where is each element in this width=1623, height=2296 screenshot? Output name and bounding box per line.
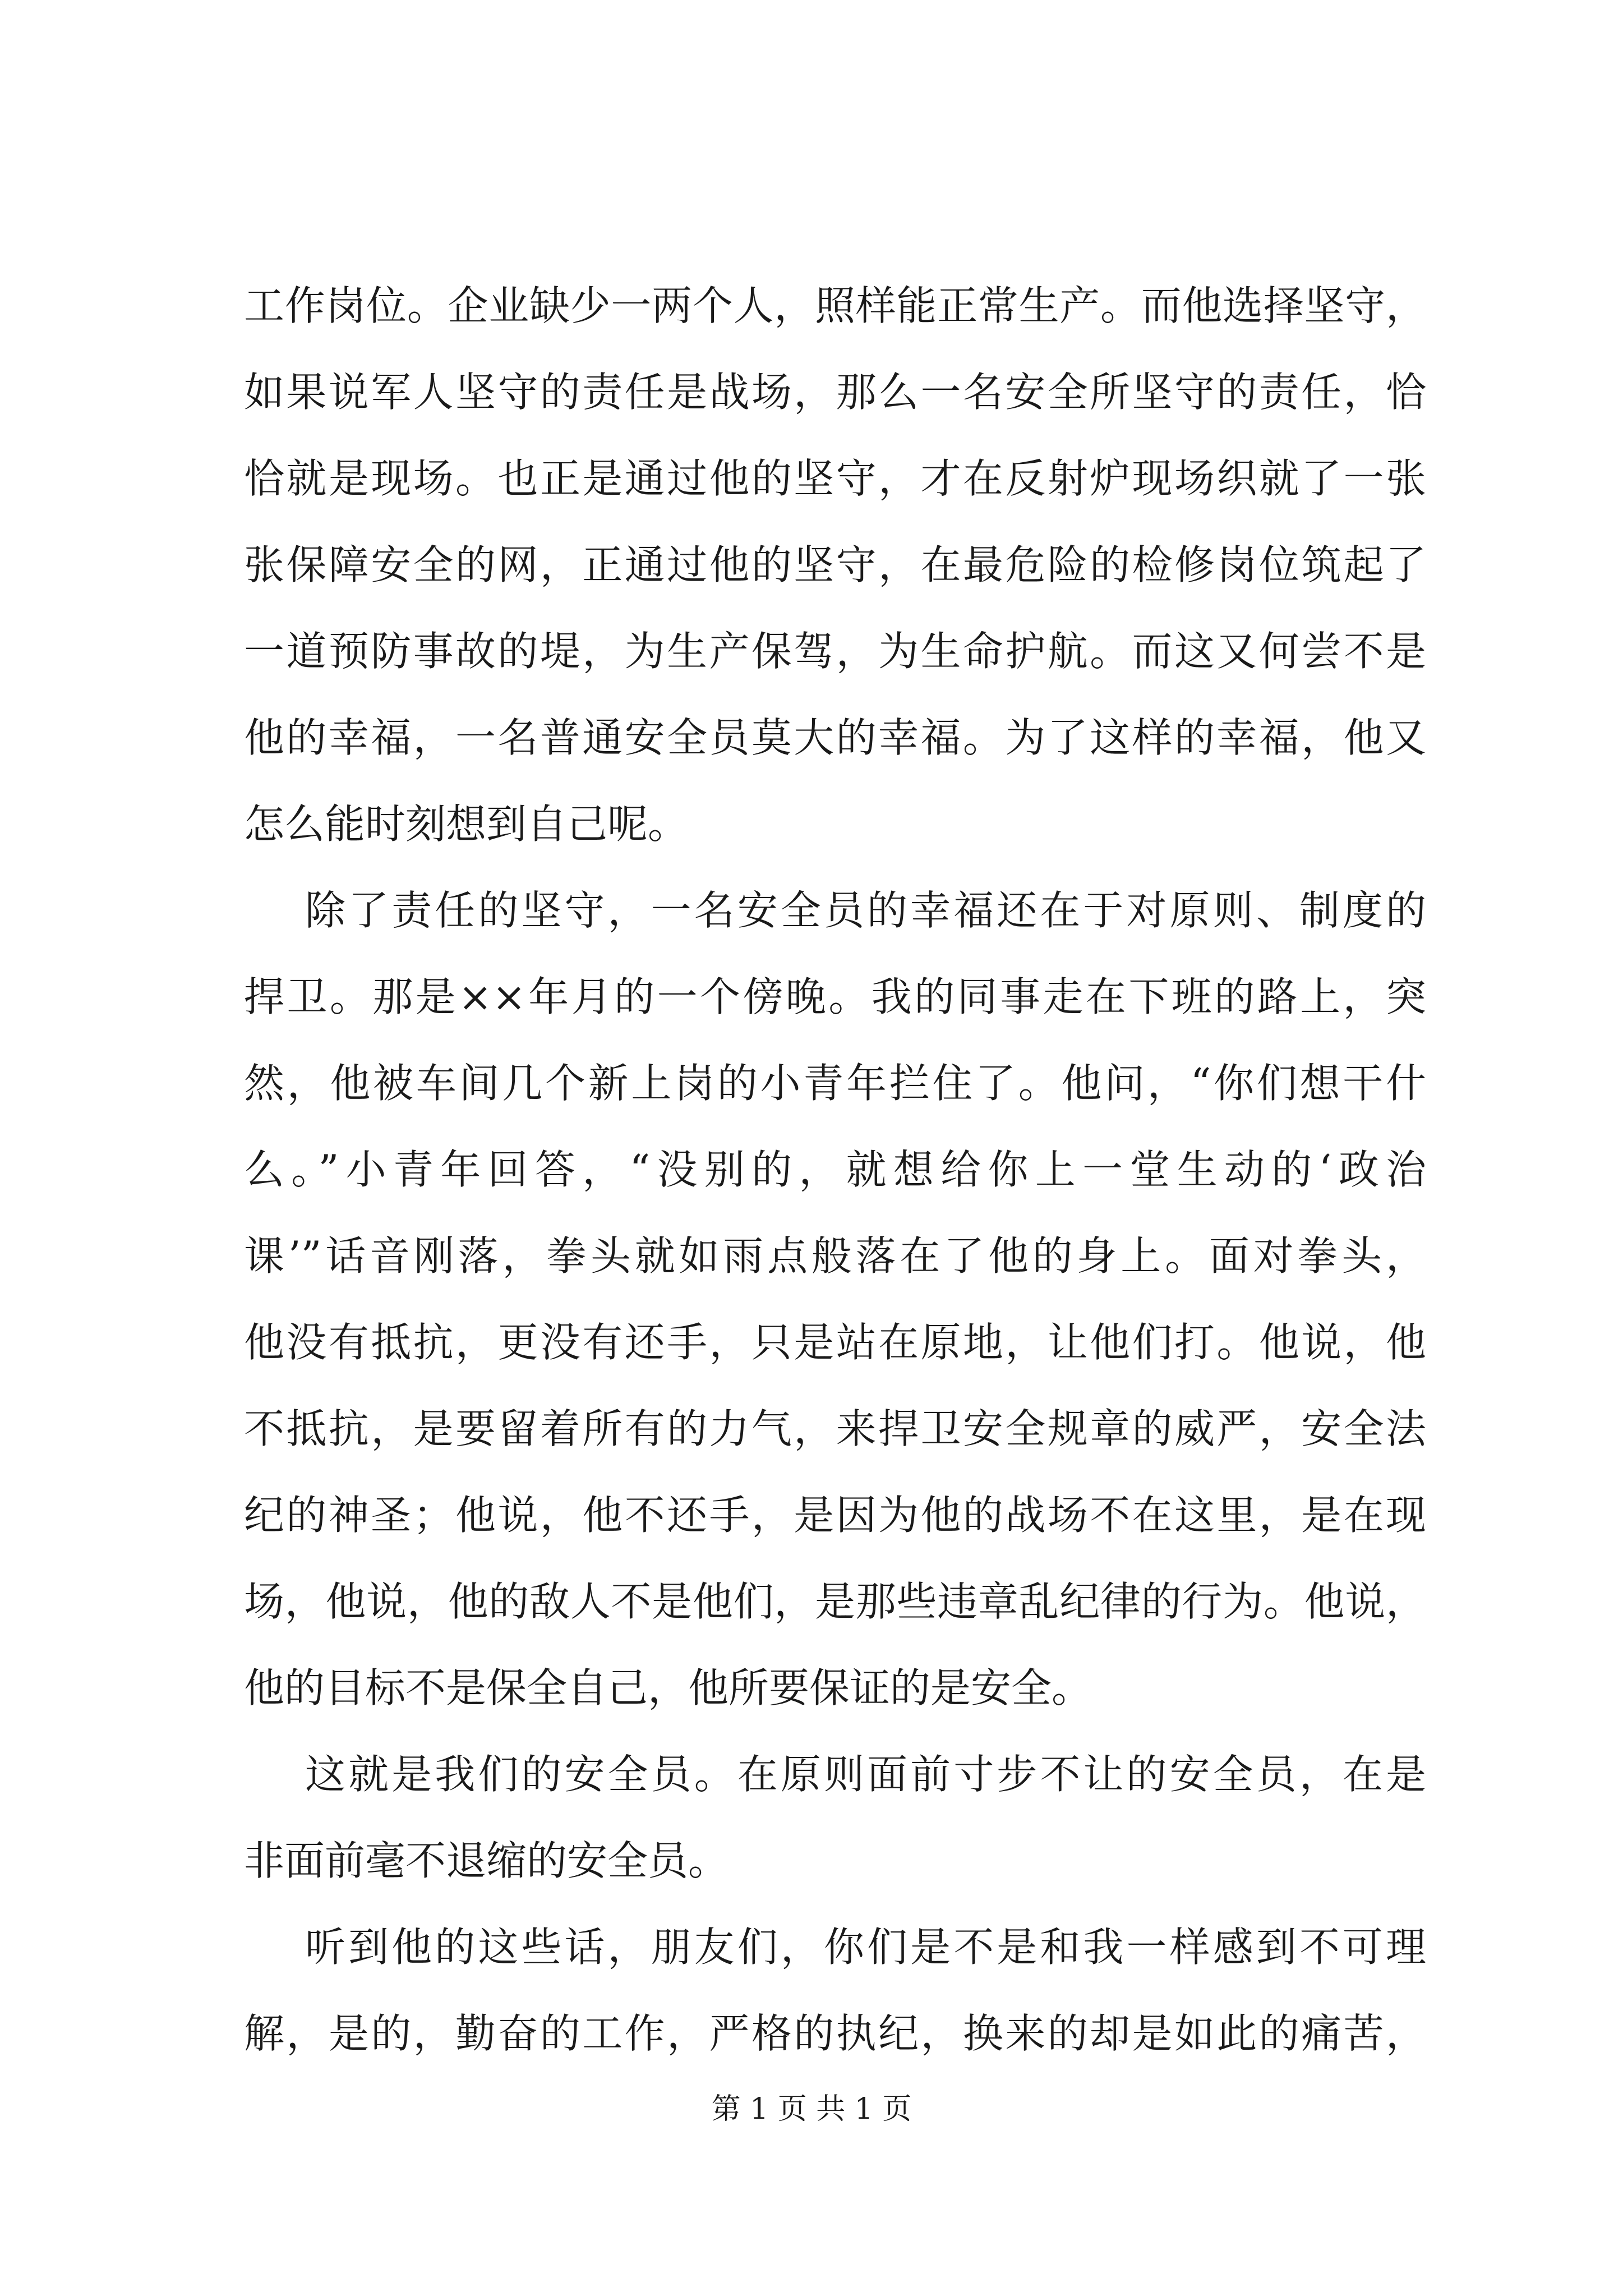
text-line: 他没有抵抗，更没有还手，只是站在原地，让他们打。他说，他 (244, 1319, 1426, 1366)
text-line: 工作岗位。企业缺少一两个人，照样能正常生产。而他选择坚守， (244, 282, 1426, 329)
text-line: 么。”小青年回答，“没别的，就想给你上一堂生动的‘政治 (244, 1146, 1426, 1193)
paragraph-first-line: 听到他的这些话，朋友们，你们是不是和我一样感到不可理 (305, 1924, 1426, 1971)
text-line: 非面前毫不退缩的安全员。 (244, 1837, 729, 1884)
text-line: 恰就是现场。也正是通过他的坚守，才在反射炉现场织就了一张 (244, 455, 1426, 502)
text-line: 他的幸福，一名普通安全员莫大的幸福。为了这样的幸福，他又 (244, 714, 1426, 761)
text-line: 他的目标不是保全自己，他所要保证的是安全。 (244, 1664, 1092, 1711)
text-line: 张保障安全的网，正通过他的坚守，在最危险的检修岗位筑起了 (244, 541, 1426, 588)
text-line: 解，是的，勤奋的工作，严格的执纪，换来的却是如此的痛苦， (244, 2010, 1426, 2057)
text-line: 捍卫。那是××年月的一个傍晚。我的同事走在下班的路上，突 (244, 973, 1426, 1020)
text-line: 然，他被车间几个新上岗的小青年拦住了。他问，“你们想干什 (244, 1060, 1426, 1107)
text-line: 如果说军人坚守的责任是战场，那么一名安全所坚守的责任，恰 (244, 369, 1426, 416)
text-line: 不抵抗，是要留着所有的力气，来捍卫安全规章的威严，安全法 (244, 1405, 1426, 1452)
text-line: 纪的神圣；他说，他不还手，是因为他的战场不在这里，是在现 (244, 1492, 1426, 1539)
paragraph-first-line: 除了责任的坚守，一名安全员的幸福还在于对原则、制度的 (305, 887, 1426, 934)
text-line: 场，他说，他的敌人不是他们，是那些违章乱纪律的行为。他说， (244, 1578, 1426, 1625)
page-footer: 第 1 页 共 1 页 (711, 2092, 912, 2126)
text-line: 课’”话音刚落，拳头就如雨点般落在了他的身上。面对拳头， (244, 1232, 1426, 1280)
paragraph-first-line: 这就是我们的安全员。在原则面前寸步不让的安全员，在是 (305, 1751, 1426, 1798)
text-line: 一道预防事故的堤，为生产保驾，为生命护航。而这又何尝不是 (244, 628, 1426, 675)
text-line: 怎么能时刻想到自己呢。 (244, 800, 689, 848)
